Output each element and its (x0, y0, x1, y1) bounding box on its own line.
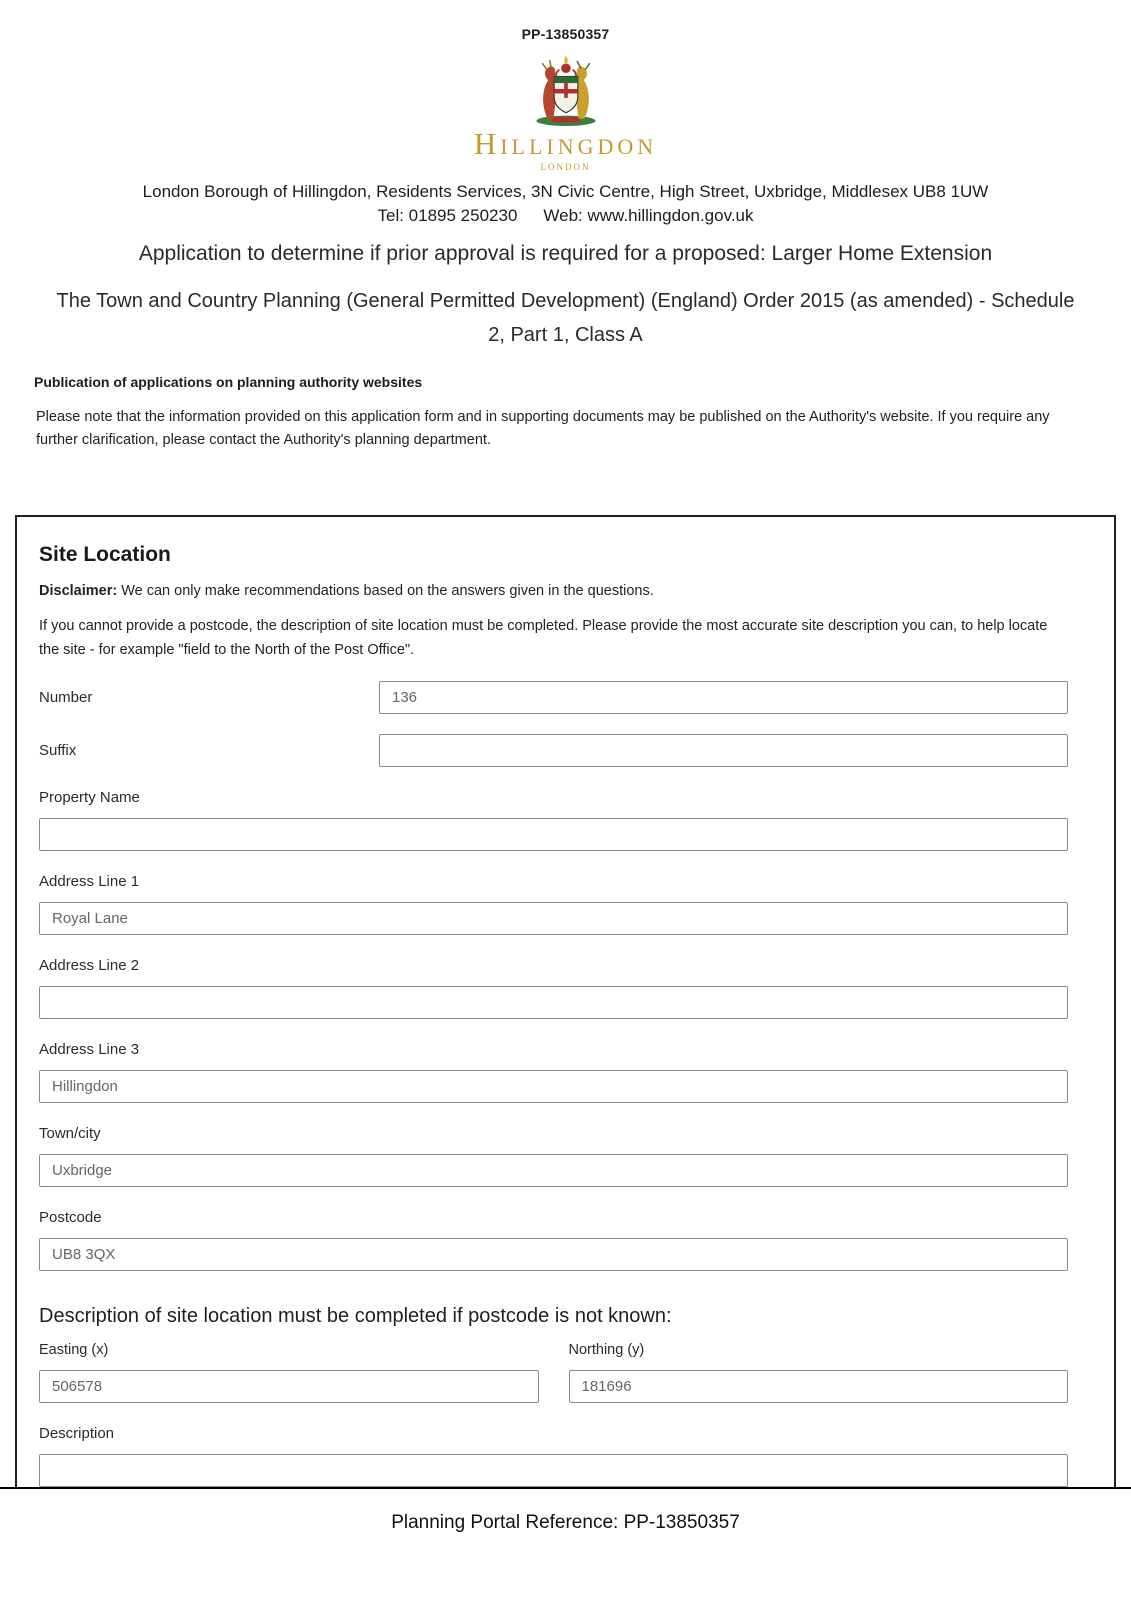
postcode-input[interactable] (39, 1238, 1068, 1271)
postcode-note: If you cannot provide a postcode, the description of site location must be completed. Please provide the most accurate site description you can, to help locate the site - for example "field to the North of the Post Office". (39, 618, 1048, 658)
description-input[interactable] (39, 1454, 1068, 1487)
town-city-label: Town/city (39, 1124, 101, 1142)
address-line-3-field (39, 1041, 1068, 1103)
address-line-1-label: Address Line 1 (39, 872, 140, 890)
number-field-row (39, 681, 1068, 714)
logo-wordmark: Hillingdon (473, 126, 658, 161)
authority-address: London Borough of Hillingdon, Residents Services, 3N Civic Centre, High Street, Uxbridge, Middlesex UB8 1UW (142, 182, 989, 201)
property-name-field (39, 789, 1068, 851)
section-title: Site Location (39, 543, 171, 566)
site-location-section (15, 515, 1116, 1487)
description-heading: Description of site location must be completed if postcode is not known: (39, 1304, 672, 1327)
contact-line (0, 206, 1131, 226)
logo-sublabel: LONDON (540, 162, 591, 172)
description-field (39, 1425, 1068, 1487)
number-label: Number (39, 688, 93, 706)
web-text: Web: www.hillingdon.gov.uk (543, 206, 754, 225)
coordinates-row (39, 1342, 1068, 1403)
postcode-label: Postcode (39, 1208, 102, 1226)
suffix-input[interactable] (379, 734, 1068, 767)
northing-field (569, 1342, 1069, 1403)
town-city-field (39, 1125, 1068, 1187)
easting-label: Easting (x) (39, 1341, 109, 1358)
publication-heading: Publication of applications on planning authority websites (34, 374, 423, 390)
postcode-field (39, 1209, 1068, 1271)
northing-label: Northing (y) (568, 1341, 645, 1358)
easting-field (39, 1342, 539, 1403)
publication-note: Please note that the information provided on this application form and in supporting documents may be published on the Authority's website. If you require any further clarification, please contact the Authority's planning department. (36, 409, 1050, 449)
hillingdon-crest-icon (510, 52, 622, 126)
northing-input[interactable] (569, 1370, 1069, 1403)
town-city-input[interactable] (39, 1154, 1068, 1187)
disclaimer (39, 583, 1068, 599)
disclaimer-label: Disclaimer: (39, 583, 118, 599)
hillingdon-logo (0, 52, 1131, 172)
tel-text: Tel: 01895 250230 (377, 206, 518, 225)
property-name-input[interactable] (39, 818, 1068, 851)
suffix-label: Suffix (39, 741, 77, 759)
address-line-2-input[interactable] (39, 986, 1068, 1019)
address-line-3-label: Address Line 3 (39, 1040, 140, 1058)
page-reference: PP-13850357 (521, 26, 610, 42)
number-input[interactable] (379, 681, 1068, 714)
suffix-field-row (39, 734, 1068, 767)
property-name-label: Property Name (39, 788, 140, 806)
address-line-1-field (39, 873, 1068, 935)
application-title: Application to determine if prior approval is required for a proposed: Larger Home Extension (138, 242, 993, 265)
footer-reference: Planning Portal Reference: PP-13850357 (391, 1512, 740, 1533)
page-break-divider (0, 1487, 1131, 1489)
address-line-2-label: Address Line 2 (39, 956, 140, 974)
address-line-1-input[interactable] (39, 902, 1068, 935)
address-line-2-field (39, 957, 1068, 1019)
easting-input[interactable] (39, 1370, 539, 1403)
address-line-3-input[interactable] (39, 1070, 1068, 1103)
description-label: Description (39, 1424, 115, 1442)
order-subtitle: The Town and Country Planning (General Permitted Development) (England) Order 2015 (as amended) - Schedule 2, Part 1, Class A (56, 290, 1075, 346)
disclaimer-text: We can only make recommendations based on the answers given in the questions. (117, 583, 654, 599)
